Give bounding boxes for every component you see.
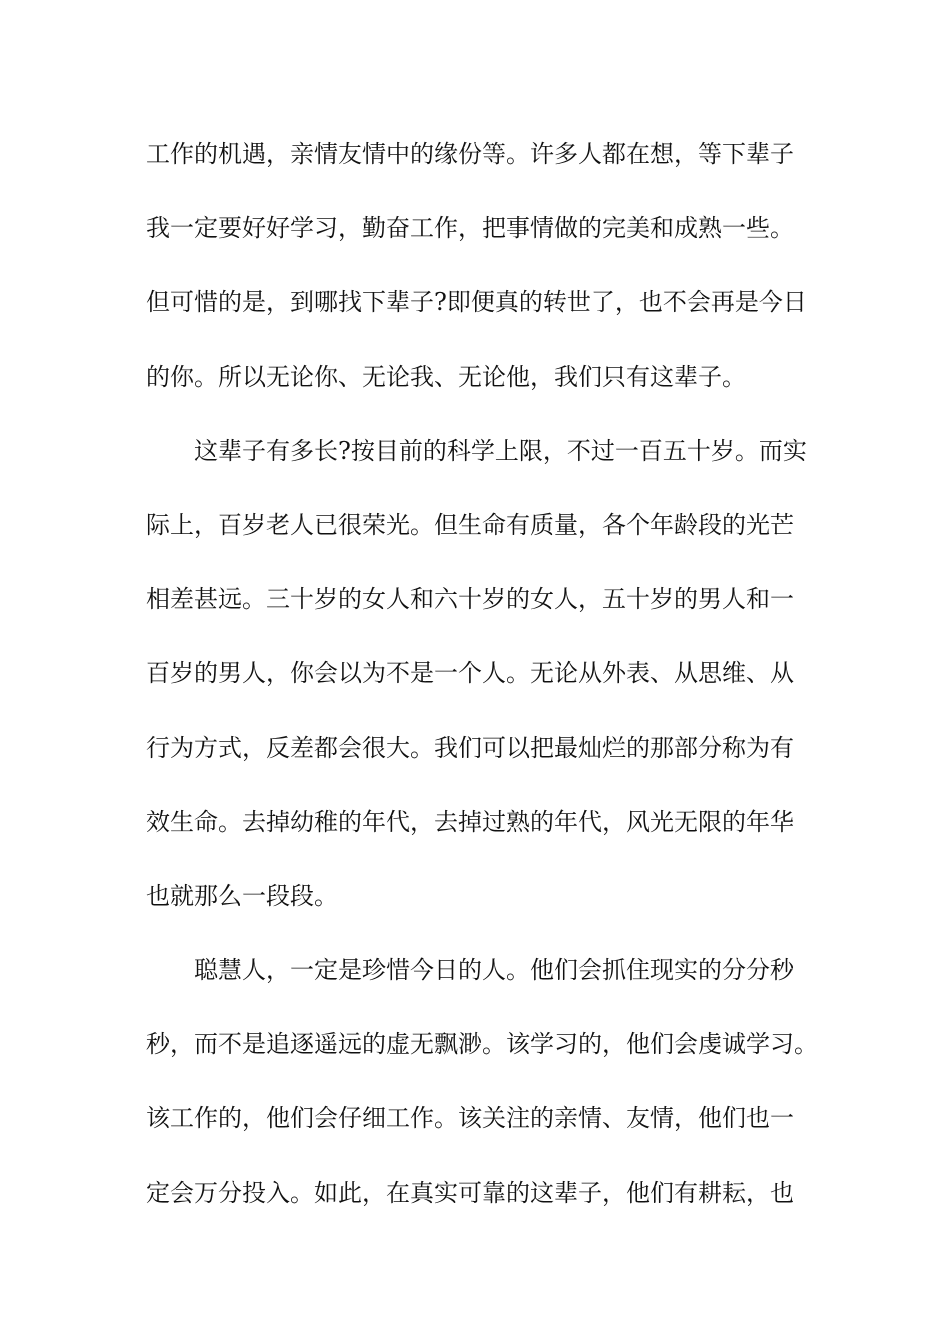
paragraph-start-line: 这辈子有多长?按目前的科学上限，不过一百五十岁。而实: [194, 436, 807, 465]
text-line: 秒，而不是追逐遥远的虚无飘渺。该学习的，他们会虔诚学习。: [146, 1030, 818, 1059]
text-line: 也就那么一段段。: [146, 881, 338, 910]
body-text: [146, 130, 826, 1243]
text-line: 百岁的男人，你会以为不是一个人。无论从外表、从思维、从: [146, 659, 794, 688]
text-line: 效生命。去掉幼稚的年代，去掉过熟的年代，风光无限的年华: [146, 807, 794, 836]
paragraph-start-line: 聪慧人，一定是珍惜今日的人。他们会抓住现实的分分秒: [194, 956, 794, 985]
text-line: 我一定要好好学习，勤奋工作，把事情做的完美和成熟一些。: [146, 214, 794, 243]
text-line: 定会万分投入。如此，在真实可靠的这辈子，他们有耕耘，也: [146, 1178, 794, 1207]
text-line: 际上，百岁老人已很荣光。但生命有质量，各个年龄段的光芒: [146, 510, 794, 539]
text-line: 工作的机遇，亲情友情中的缘份等。许多人都在想，等下辈子: [146, 140, 794, 168]
text-line: 行为方式，反差都会很大。我们可以把最灿烂的那部分称为有: [146, 733, 794, 762]
text-line: 相差甚远。三十岁的女人和六十岁的女人，五十岁的男人和一: [146, 585, 794, 614]
text-line: 的你。所以无论你、无论我、无论他，我们只有这辈子。: [146, 362, 746, 391]
text-line: 该工作的，他们会仔细工作。该关注的亲情、友情，他们也一: [146, 1104, 794, 1133]
text-line: 但可惜的是，到哪找下辈子?即便真的转世了，也不会再是今日: [146, 288, 807, 317]
